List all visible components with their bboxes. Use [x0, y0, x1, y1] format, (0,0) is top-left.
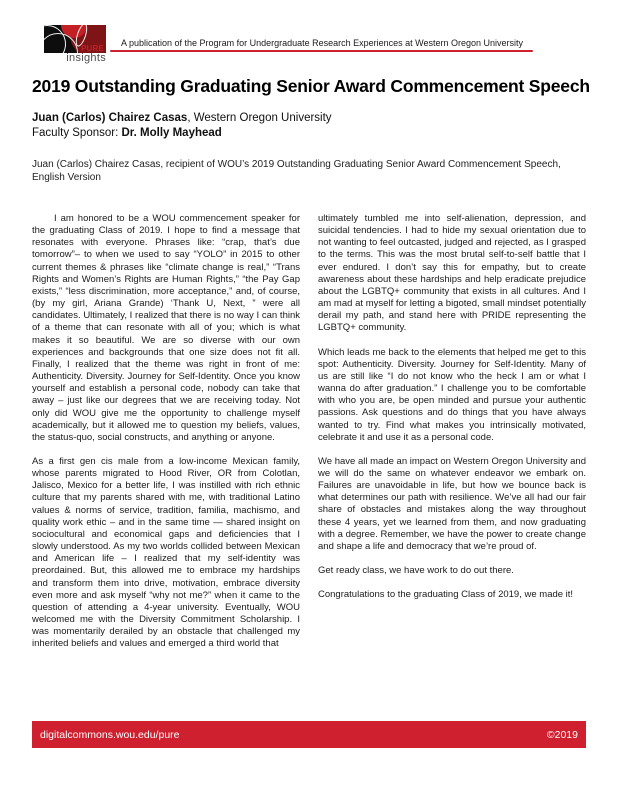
pure-insights-logo: [44, 25, 106, 53]
byline-block: [32, 111, 332, 140]
article-title: 2019 Outstanding Graduating Senior Award Commencement Speech: [32, 76, 590, 96]
tagline-red-underline: [110, 50, 533, 52]
author-affiliation: , Western Oregon University: [187, 112, 332, 124]
paragraph: Get ready class, we have work to do out there.: [318, 565, 514, 577]
footer-url-link[interactable]: digitalcommons.wou.edu/pure: [40, 728, 180, 741]
footer-bar: [32, 721, 586, 748]
sponsor-label: Faculty Sponsor:: [32, 126, 122, 139]
author-name: Juan (Carlos) Chairez Casas: [32, 112, 188, 124]
paragraph: ultimately tumbled me into self-alienation, depression, and suicidal tendencies. I had to hide my sexual orientation due to not wanting to feel outcasted, judged and rejected, as I grasped to the terms. This was the most brutal self-to-self battle that I ever endured. I don’t say this for empathy, but to create awareness about these hardships and help eradicate prejudice about the LGBTQ+ community that exists in all cultures. And I am mad at myself for letting a bigoted, small mindset potentially derail my path, and stand here with PRIDE representing the LGBTQ+ community.: [318, 213, 586, 334]
right-column: [318, 213, 586, 650]
sponsor-line: [32, 126, 332, 141]
paragraph: Congratulations to the graduating Class of 2019, we made it!: [318, 589, 574, 601]
paragraph: We have all made an impact on Western Oregon University and we will do the same on whatever endeavor we embark on. Failures are unavoidable in life, but how we bounce back is what determines our path with resilience. We’ve all had our fair share of obstacles and mistakes along the way throughout these 4 years, yet we learned from them, and now graduating with a degree. Remember, we have the power to create change and shape a life and democracy that we’re proud of.: [318, 455, 586, 552]
author-line: [32, 111, 332, 126]
speech-body: [32, 213, 586, 650]
paragraph: Which leads me back to the elements that helped me get to this spot: Authenticity. Diversity. Journey for Self-Identity. Many of us are still like “I do not know who the heck I am or what I wanna do after graduation.” I challenge you to be comfortable with who you are, be open minded and pursue your authentic passions. Ask questions and do things that you have always wanted to try. Find what makes you intrinsically motivated, celebrate it and use it as a personal code.: [318, 346, 586, 443]
abstract-text: Juan (Carlos) Chairez Casas, recipient of WOU’s 2019 Outstanding Graduating Senior Award Commencement Speech, English Version: [32, 159, 561, 183]
paragraph: I am honored to be a WOU commencement speaker for the graduating Class of 2019. I hope to find a message that resonates with everyone. Phrases like: “crap, that’s due tomorrow”– to when we used to say “YOLO” in 2015 to other current themes & phrases like “climate change is real,” “Trans Rights and Women’s Rights are Human Rights,” “the Pay Gap exists,” “less discrimination, more acceptance,” and, of course, (by my girl, Ariana Grande) ‘Thank U, Next, ” were all candidates. Ultimately, I realized that there is no way I can think of a theme that can resonate with all of you; which is what makes it so beautiful. We are so diverse with our own experiences and backgrounds that one size does not fit all. Finally, I realized that the theme was right in front of me: Authenticity. Diversity. Journey for Self-Identity. Once you know yourself and establish a personal code, nobody can take that away – just like our degrees that we are receiving today. Not only did WOU give me the opportunity to challenge myself academically, but it allowed me to question my beliefs, values, the status-quo, social constructs, and anything or anyone.: [32, 213, 300, 443]
publication-tagline: A publication of the Program for Undergraduate Research Experiences at Western Oregon University: [121, 38, 524, 48]
logo-brand-text: PURE: [80, 44, 104, 53]
sponsor-name: Dr. Molly Mayhead: [121, 126, 222, 139]
logo-subtitle-text: insights: [66, 52, 106, 64]
copyright-text: ©2019: [546, 728, 578, 741]
left-column: [32, 213, 300, 650]
paragraph: As a first gen cis male from a low-income Mexican family, whose parents migrated to Hood River, OR from Colotlan, Jalisco, Mexico for a better life, I was instilled with rich ethnic culture that my parents shared with me, with traditional Latino values & norms of service, tradition, familia, machismo, and quality work ethic – and in the same time — shared insight on sociocultural and economical gaps and deficiencies that I slowly understood. As my two worlds collided between Mexican and American life – I realized that my self-identity was preordained. But, this allowed me to embrace my hardships and transform them into drive, motivation, embrace diversity even more and ask myself “why not me?” when it came to the question of attending a 4-year university. Eventually, WOU welcomed me with the Diversity Commitment Scholarship. I was momentarily derailed by an obstacle that challenged my inherited beliefs and values and emerged a third world that: [32, 455, 300, 650]
